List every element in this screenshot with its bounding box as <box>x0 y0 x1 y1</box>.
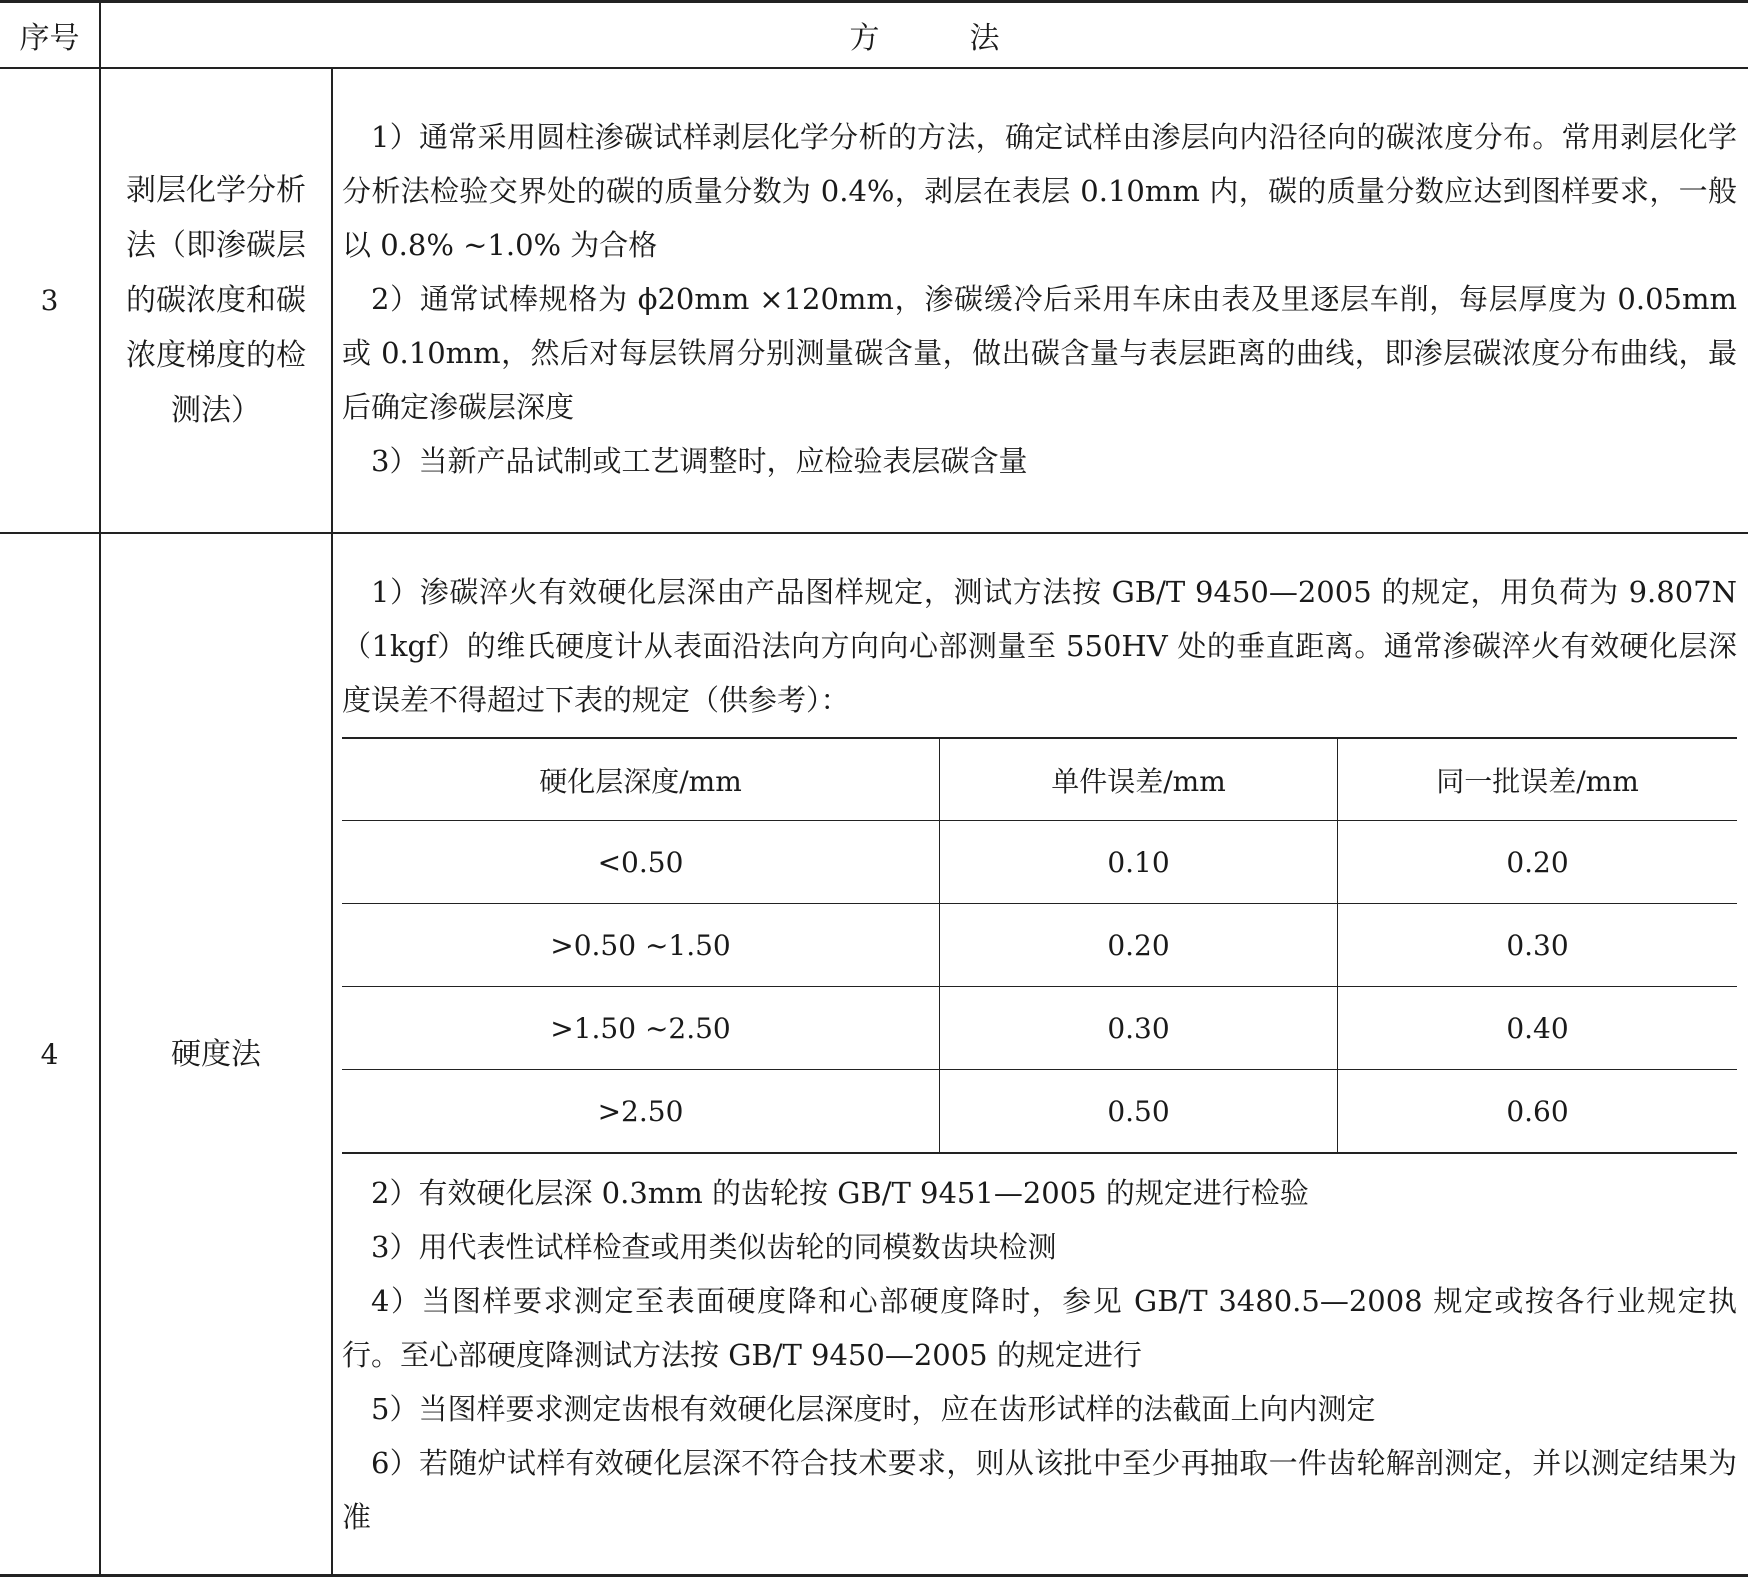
header-method: 方 法 <box>849 21 1000 56</box>
subtable-header: 单件误差/mm <box>1051 764 1226 798</box>
subtable-cell: 0.10 <box>1107 845 1170 879</box>
method-paragraph: 3）用代表性试样检查或用类似齿轮的同模数齿块检测 <box>371 1230 1057 1264</box>
subtable-cell: >0.50 ~1.50 <box>550 928 731 962</box>
subtable-cell: 0.40 <box>1506 1011 1569 1045</box>
method-name: 剥层化学分析法（即渗碳层的碳浓度和碳浓度梯度的检测法） <box>126 173 306 428</box>
subtable-header: 同一批误差/mm <box>1436 764 1639 798</box>
column-divider-index <box>99 0 101 1577</box>
column-divider-name <box>331 67 333 1577</box>
method-paragraph: 3）当新产品试制或工艺调整时，应检验表层碳含量 <box>371 444 1028 478</box>
subtable-bottom-rule <box>342 1152 1737 1154</box>
subtable-cell: 0.50 <box>1107 1094 1170 1128</box>
subtable-header: 硬化层深度/mm <box>539 764 742 798</box>
method-paragraph: 1）通常采用圆柱渗碳试样剥层化学分析的方法，确定试样由渗层向内沿径向的碳浓度分布。常用剥层化学分析法检验交界处的碳的质量分数为 0.4%，剥层在表层 0.10mm 内，碳的质量分数应达到图样要求，一般以 0.8% ~1.0% 为合格 <box>342 120 1737 262</box>
subtable-cell: >1.50 ~2.50 <box>550 1011 731 1045</box>
subtable-cell: <0.50 <box>597 845 684 879</box>
table-bottom-border <box>0 1574 1748 1577</box>
subtable-cell: 0.30 <box>1506 928 1569 962</box>
method-paragraph: 4）当图样要求测定至表面硬度降和心部硬度降时，参见 GB/T 3480.5—2008 规定或按各行业规定执行。至心部硬度降测试方法按 GB/T 9450—2005 的规定进行 <box>342 1284 1737 1372</box>
method-paragraph: 5）当图样要求测定齿根有效硬化层深度时，应在齿形试样的法截面上向内测定 <box>371 1392 1376 1426</box>
subtable-cell: >2.50 <box>597 1094 684 1128</box>
header-index: 序号 <box>19 21 80 56</box>
method-paragraph: 1）渗碳淬火有效硬化层深由产品图样规定，测试方法按 GB/T 9450—2005 的规定，用负荷为 9.807N（1kgf）的维氏硬度计从表面沿法向方向向心部测量至 550HV 处的垂直距离。通常渗碳淬火有效硬化层深度误差不得超过下表的规定（供参考）： <box>342 575 1737 717</box>
row-index: 4 <box>40 1037 59 1071</box>
subtable-cell: 0.20 <box>1107 928 1170 962</box>
row-index: 3 <box>40 284 59 317</box>
subtable-cell: 0.60 <box>1506 1094 1569 1128</box>
method-name: 硬度法 <box>171 1036 261 1072</box>
method-paragraph: 2）通常试棒规格为 ϕ20mm ×120mm，渗碳缓冷后采用车床由表及里逐层车削，每层厚度为 0.05mm 或 0.10mm，然后对每层铁屑分别测量碳含量，做出碳含量与表层距离的曲线，即渗层碳浓度分布曲线，最后确定渗碳层深度 <box>342 282 1737 424</box>
method-paragraph: 2）有效硬化层深 0.3mm 的齿轮按 GB/T 9451—2005 的规定进行检验 <box>371 1176 1309 1210</box>
subtable-cell: 0.20 <box>1506 845 1569 879</box>
subtable-cell: 0.30 <box>1107 1011 1170 1045</box>
method-paragraph: 6）若随炉试样有效硬化层深不符合技术要求，则从该批中至少再抽取一件齿轮解剖测定，并以测定结果为准 <box>342 1446 1737 1534</box>
